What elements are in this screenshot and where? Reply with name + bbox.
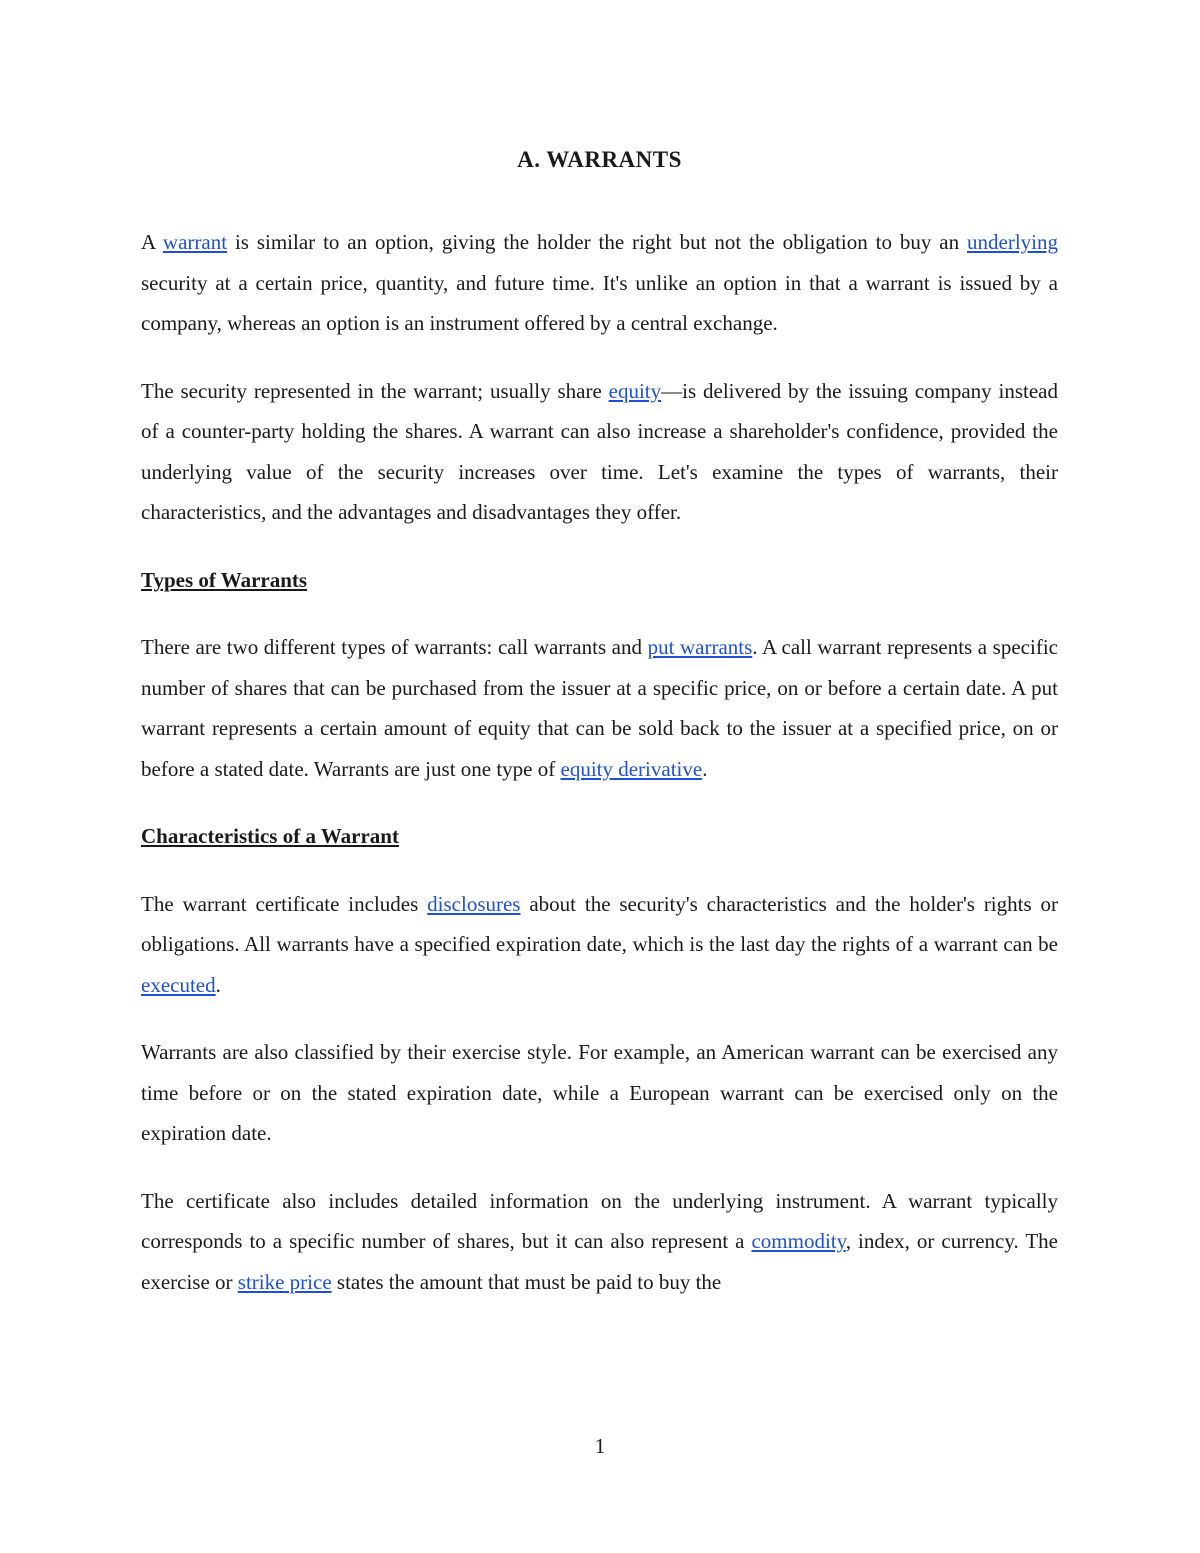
intro-paragraph-1: A warrant is similar to an option, giving the holder the right but not the obligation to buy an underlying security at a certain price, quantity, and future time. It's unlike an option in that a warrant is issued by a company, whereas an option is an instrument offered by a central exchange. <box>141 230 1058 335</box>
document-title: A. WARRANTS <box>517 147 682 172</box>
intro-paragraph-2: The security represented in the warrant; usually share equity—is delivered by the issuing company instead of a counter-party holding the shares. A warrant can also increase a shareholder's confidence, provided the underlying value of the security increases over time. Let's examine the types of warrants, their characteristics, and the advantages and disadvantages they offer. <box>141 378 1059 524</box>
page-number: 1 <box>594 1434 606 1458</box>
link-commodity[interactable]: commodity <box>751 1229 846 1253</box>
types-paragraph-1: There are two different types of warrants: call warrants and put warrants. A call warrant represents a specific number of shares that can be purchased from the issuer at a specific price, on or before a certain date. A put warrant represents a certain amount of equity that can be sold back to the issuer at a specified price, on or before a stated date. Warrants are just one type of equity derivative. <box>141 635 1058 781</box>
link-equity[interactable]: equity <box>608 378 662 403</box>
heading-types-of-warrants: Types of Warrants <box>141 567 308 592</box>
document-body <box>141 140 1058 1329</box>
link-equity-derivative[interactable]: equity derivative <box>560 756 703 781</box>
heading-characteristics-of-a-warrant: Characteristics of a Warrant <box>141 824 399 848</box>
characteristics-paragraph-1: The warrant certificate includes disclosures about the security's characteristics and the holder's rights or obligations. All warrants have a specified expiration date, which is the last day the rights of a warrant can be executed. <box>141 891 1059 997</box>
link-warrant[interactable]: warrant <box>162 230 228 254</box>
link-underlying[interactable]: underlying <box>967 230 1058 254</box>
link-executed[interactable]: executed <box>141 972 216 997</box>
characteristics-paragraph-3: The certificate also includes detailed information on the underlying instrument. A warrant typically corresponds to a specific number of shares, but it can also represent a commodity, index, or currency. The exercise or strike price states the amount that must be paid to buy the <box>141 1188 1058 1294</box>
link-strike-price[interactable]: strike price <box>237 1269 332 1294</box>
characteristics-paragraph-2: Warrants are also classified by their exercise style. For example, an American warrant can be exercised any time before or on the stated expiration date, while a European warrant can be exercised only on the expiration date. <box>141 1040 1058 1145</box>
link-disclosures[interactable]: disclosures <box>427 891 521 916</box>
link-put-warrants[interactable]: put warrants <box>647 635 753 659</box>
